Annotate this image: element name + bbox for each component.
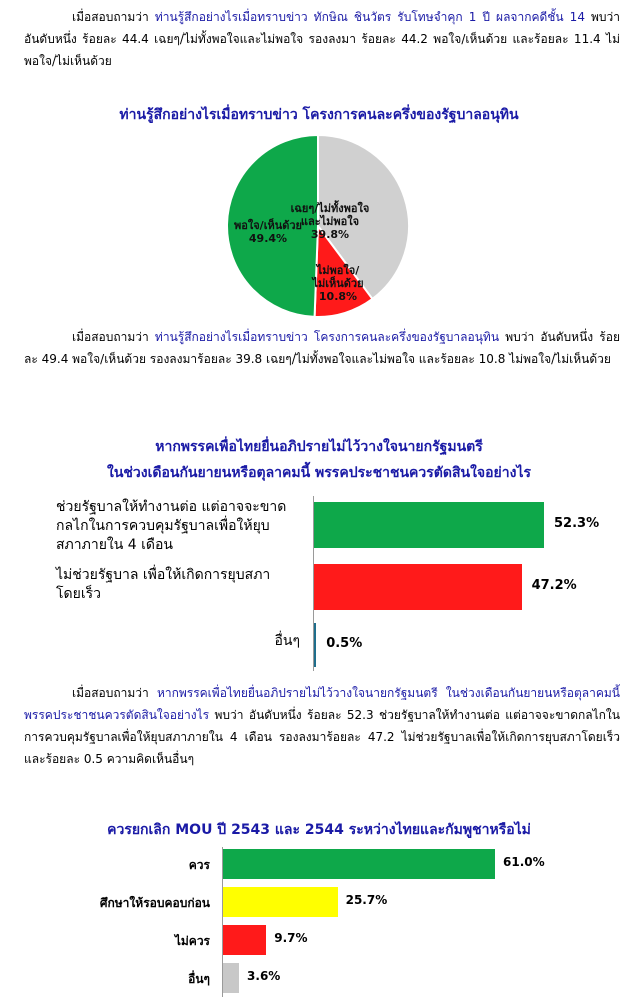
mou-bar-chart xyxy=(0,845,638,1000)
pie-value-label-1: 10.8% xyxy=(318,290,358,303)
mou-bar-value-label-0: 61.0% xyxy=(503,855,545,869)
pie-chart-title: ท่านรู้สึกอย่างไรเมื่อทราบข่าว โครงการคนละครึ่งของรัฐบาลอนุทิน xyxy=(119,107,519,123)
mou-category-label-1: ศึกษาให้รอบคอบก่อน xyxy=(99,896,210,910)
pie-category-label-1: ไม่เห็นด้วย xyxy=(312,277,364,290)
mou-category-label-2: ไม่ควร xyxy=(174,934,210,948)
pie-category-label-1: ไม่พอใจ/ xyxy=(316,264,360,277)
para-lead: เมื่อสอบถามว่า xyxy=(72,10,155,24)
noconfidence-result-paragraph xyxy=(24,682,620,770)
para-rest: พบว่า อันดับหนึ่ง ร้อยละ 44.4 เฉยๆ/ไม่ทั้งพอใจและไม่พอใจ รองลงมา ร้อยละ 44.2 พอใจ/เห็นด้วย และร้อยละ 11.4 ไม่พอใจ/ไม่เห็นด้วย xyxy=(24,10,620,68)
pie-category-label-0: และไม่พอใจ xyxy=(300,215,360,228)
bar-value-label-1: 47.2% xyxy=(531,578,577,593)
question-text: หากพรรคเพื่อไทยยื่นอภิปรายไม่ไว้วางใจนายกรัฐมนตรี ในช่วงเดือนกันยายนหรือตุลาคมนี้ พรรคประชาชนควรตัดสินใจอย่างไร xyxy=(24,686,620,722)
pie-chart xyxy=(0,128,638,324)
bar-category-label-2: อื่นๆ xyxy=(274,633,300,649)
para-lead: เมื่อสอบถามว่า xyxy=(72,686,157,700)
pie-category-label-0: เฉยๆ/ไม่ทั้งพอใจ xyxy=(290,202,370,215)
question-text: ท่านรู้สึกอย่างไรเมื่อทราบข่าว ทักษิณ ชินวัตร รับโทษจำคุก 1 ปี ผลจากคดีชั้น 14 xyxy=(154,10,585,24)
mou-bar-0 xyxy=(223,849,495,879)
pie-value-label-0: 39.8% xyxy=(310,228,350,241)
question-text: ท่านรู้สึกอย่างไรเมื่อทราบข่าว โครงการคนละครึ่งของรัฐบาลอนุทิน xyxy=(154,330,500,344)
noconfidence-chart-title-line1: หากพรรคเพื่อไทยยื่นอภิปรายไม่ไว้วางใจนายกรัฐมนตรี xyxy=(155,439,483,455)
thaksin-result-paragraph xyxy=(24,6,620,72)
para-lead: เมื่อสอบถามว่า xyxy=(72,330,155,344)
bar-1 xyxy=(314,564,522,610)
pie-value-label-2: 49.4% xyxy=(248,232,288,245)
pie-category-label-2: พอใจ/เห็นด้วย xyxy=(234,219,302,232)
bar-0 xyxy=(314,502,544,548)
noconfidence-bar-chart xyxy=(0,490,638,675)
bar-2 xyxy=(314,623,316,667)
mou-bar-3 xyxy=(223,963,239,993)
half-half-result-paragraph xyxy=(24,326,620,370)
mou-bar-value-label-3: 3.6% xyxy=(247,969,281,983)
mou-bar-2 xyxy=(223,925,266,955)
bar-value-label-0: 52.3% xyxy=(554,516,600,531)
mou-bar-value-label-2: 9.7% xyxy=(274,931,308,945)
mou-category-label-3: อื่นๆ xyxy=(188,972,210,986)
para-rest: พบว่า อันดับหนึ่ง ร้อยละ 49.4 พอใจ/เห็นด้วย รองลงมาร้อยละ 39.8 เฉยๆ/ไม่ทั้งพอใจและไม่พอใจ และร้อยละ 10.8 ไม่พอใจ/ไม่เห็นด้วย xyxy=(24,330,620,366)
mou-bar-value-label-1: 25.7% xyxy=(345,893,388,907)
noconfidence-chart-title-line2: ในช่วงเดือนกันยายนหรือตุลาคมนี้ พรรคประชาชนควรตัดสินใจอย่างไร xyxy=(106,465,532,481)
mou-chart-title: ควรยกเลิก MOU ปี 2543 และ 2544 ระหว่างไทยและกัมพูชาหรือไม่ xyxy=(107,822,531,838)
bar-value-label-2: 0.5% xyxy=(326,636,363,651)
mou-category-label-0: ควร xyxy=(188,858,210,872)
bar-category-label-1: ไม่ช่วยรัฐบาล เพื่อให้เกิดการยุบสภา โดยเร็ว xyxy=(56,567,271,602)
mou-bar-1 xyxy=(223,887,338,917)
para-rest: พบว่า อันดับหนึ่ง ร้อยละ 52.3 ช่วยรัฐบาลให้ทำงานต่อ แต่อาจจะขาดกลไกในการควบคุมรัฐบาลเพื่อให้ยุบสภาภายใน 4 เดือน รองลงมาร้อยละ 47.2 ไม่ช่วยรัฐบาลเพื่อให้เกิดการยุบสภาโดยเร็ว และร้อยละ 0.5 ความคิดเห็นอื่นๆ xyxy=(24,708,620,766)
bar-category-label-0: ช่วยรัฐบาลให้ทำงานต่อ แต่อาจจะขาด กลไกในการควบคุมรัฐบาลเพื่อให้ยุบ สภาภายใน 4 เดือน xyxy=(56,499,287,553)
